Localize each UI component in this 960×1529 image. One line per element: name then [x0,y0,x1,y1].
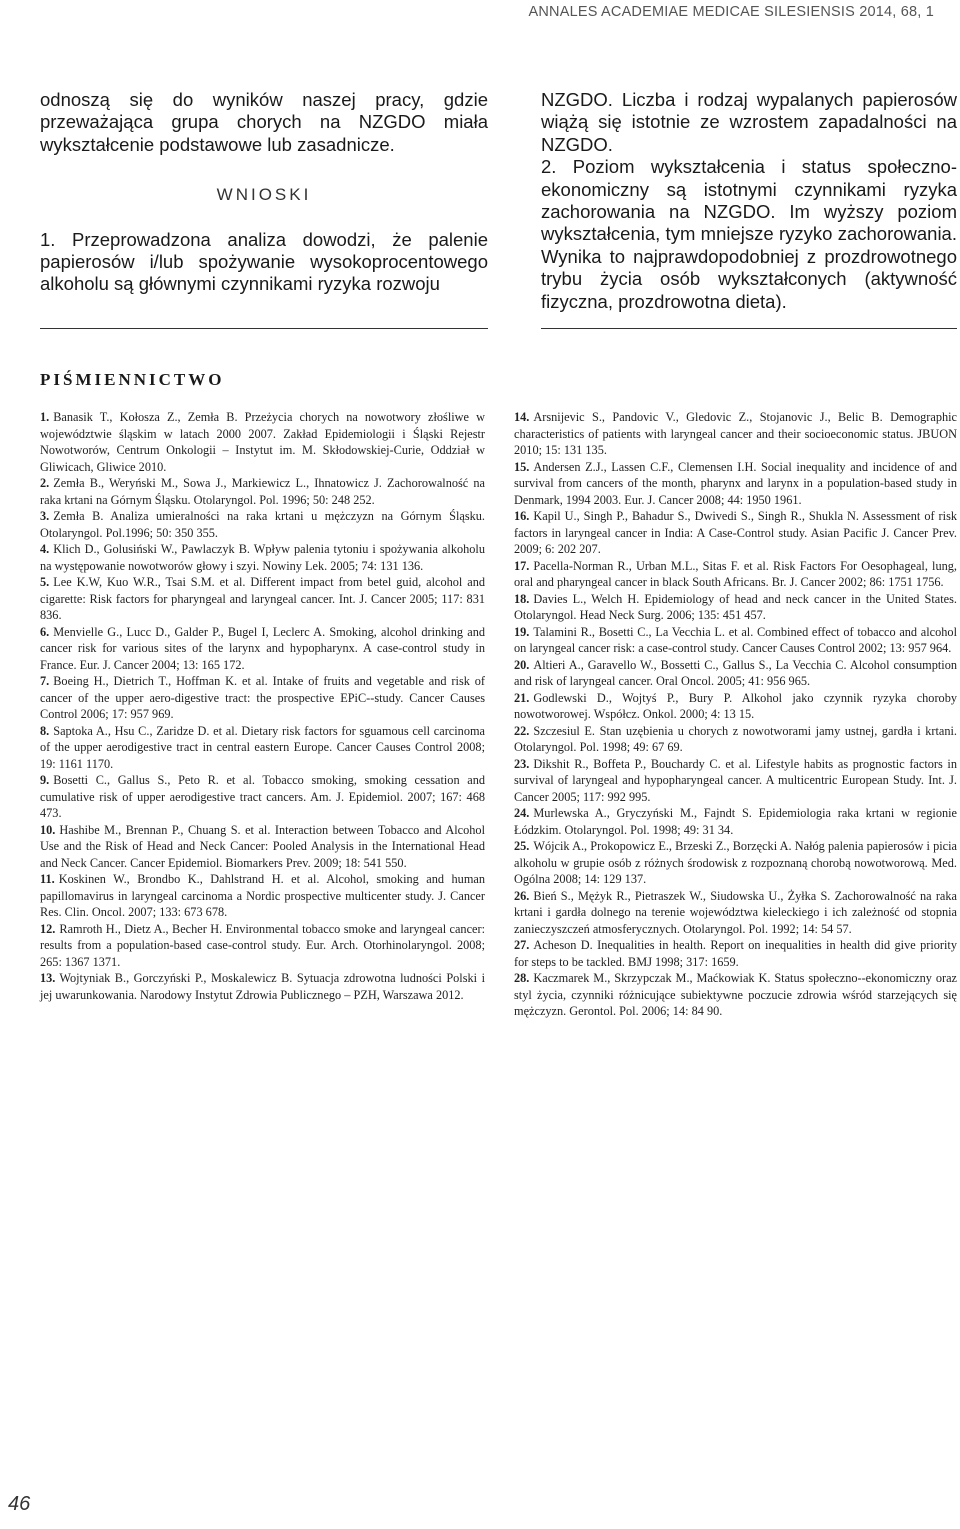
reference-text: Lee K.W, Kuo W.R., Tsai S.M. et al. Different impact from betel guid, alcohol and cigarette: Risk factors for pharyngeal and laryngeal cancer. Int. J. Cancer 2005; 117: 831 836. [40,575,485,622]
reference-item [514,937,957,970]
reference-number: 5. [40,575,50,589]
reference-item [514,838,957,888]
reference-text: Banasik T., Kołosza Z., Zemła B. Przeżycia chorych na nowotwory złośliwe w województwie śląskim w latach 2000 2007. Zakład Epidemiologii i Śląski Rejestr Nowotworów, Centrum Onkologii – Instytut im. M. Skłodowskiej-Curie, Oddział w Gliwicach, Gliwice 2010. [40,410,485,474]
reference-item [514,508,957,558]
reference-text: Talamini R., Bosetti C., La Vecchia L. et al. Combined effect of tobacco and alcohol on laryngeal cancer risk: a case-control study. Cancer Causes Control 2002; 13: 957 964. [514,624,957,655]
reference-number: 9. [40,773,50,787]
reference-number: 16. [514,509,530,523]
conclusions-title: WNIOSKI [216,185,312,205]
left-column [40,89,488,296]
reference-number: 17. [514,558,530,573]
reference-item [514,657,957,690]
reference-text: Altieri A., Garavello W., Bossetti C., Gallus S., La Vecchia C. Alcohol consumption and risk of laryngeal cancer. Oral Oncol. 2005; 41: 956 965. [514,657,957,688]
reference-number: 18. [514,591,530,606]
reference-number: 20. [514,657,530,672]
conclusion-2: 2. Poziom wykształcenia i status społeczno-ekonomiczny są istotnymi czynnikami ryzyka zachorowania na NZGDO. Im wyższy poziom wykształcenia, tym mniejsze ryzyko zachorowania. Wynika to najprawdopodobniej z prozdrowotnego trybu życia osób wykształconych (aktywność fizyczna, prozdrowotna dieta). [541,156,957,312]
conclusion-1-continued: NZGDO. Liczba i rodzaj wypalanych papierosów wiążą się istotnie ze wzrostem zapadalności na NZGDO. [541,89,957,155]
reference-number: 2. [40,476,50,490]
reference-text: Wójcik A., Prokopowicz E., Brzeski Z., Borzęcki A. Nałóg palenia papierosów i picia alkoholu w grupie osób z różnych środowisk z rozpoznaną chorobą nowotworową. Med. Ogólna 2008; 14: 129 137. [514,839,957,886]
reference-number: 12. [40,921,56,936]
reference-text: Davies L., Welch H. Epidemiology of head and neck cancer in the United States. Otolaryngol. Head Neck Surg. 2006; 135: 451 457. [514,591,957,622]
reference-item [514,690,957,723]
reference-text: Kapil U., Singh P., Bahadur S., Dwivedi S., Singh R., Shukla N. Assessment of risk factors in laryngeal cancer in India: A Case-Control study. Asian Pacific J. Cancer Prev. 2009; 6: 202 207. [514,509,957,556]
reference-item [514,805,957,838]
reference-number: 19. [514,624,530,639]
reference-item [40,673,485,723]
reference-number: 15. [514,459,530,474]
reference-text: Dikshit R., Boffeta P., Bouchardy C. et al. Lifestyle habits as prognostic factors in survival of laryngeal and hypopharyngeal cancer. A multicentric European Study. Int. J. Cancer 2005; 117: 992 995. [514,756,957,804]
reference-item [514,970,957,1020]
reference-item [514,591,957,624]
reference-number: 14. [514,410,530,424]
reference-text: Zemła B., Weryński M., Sowa J., Markiewicz L., Ihnatowicz J. Zachorowalność na raka krtani na Górnym Śląsku. Otolaryngol. Pol. 1996; 50: 248 252. [40,476,485,507]
reference-text: Boeing H., Dietrich T., Hoffman K. et al. Intake of fruits and vegetable and risk of cancer of the upper aero-digestive tract: the prospective EPiC--study. Cancer Causes Control 2006; 17: 957 969. [40,674,485,721]
reference-item [40,921,485,971]
reference-number: 28. [514,971,530,985]
reference-item [514,409,957,459]
reference-text: Szczesiul E. Stan uzębienia u chorych z nowotworami jamy ustnej, gardła i krtani. Otolaryngol. Pol. 1998; 49: 67 69. [514,723,957,754]
reference-text: Bosetti C., Gallus S., Peto R. et al. Tobacco smoking, smoking cessation and cumulative risk of upper aerodigestive tract cancers. Am. J. Epidemiol. 2007; 167: 468 473. [40,773,485,820]
references-left-column [40,409,485,1003]
reference-text: Hashibe M., Brennan P., Chuang S. et al. Interaction between Tobacco and Alcohol Use and the Risk of Head and Neck Cancer: Pooled Analysis in the International Head and Neck Cancer. Cancer Epidemiol. Biomarkers Prev. 2009; 18: 541 550. [40,822,485,870]
page-number: 46 [8,1493,31,1515]
reference-item [40,822,485,872]
reference-text: Godlewski D., Wojtyś P., Bury P. Alkohol jako czynnik ryzyka choroby nowotworowej. Współcz. Onkol. 2000; 4: 13 15. [514,690,957,721]
references-title: PIŚMIENNICTWO [40,370,225,389]
reference-text: Arsnijevic S., Pandovic V., Gledovic Z., Stojanovic J., Belic B. Demographic characteristics of patients with laryngeal cancer and their socioeconomic status. JBUON 2010; 15: 131 135. [514,410,957,457]
reference-text: Ramroth H., Dietz A., Becher H. Environmental tobacco smoke and laryngeal cancer: results from a population-based case-control study. Eur. Arch. Otorhinolaryngol. 2008; 265: 1367 1371. [40,921,485,969]
reference-number: 1. [40,410,50,424]
reference-item [40,723,485,773]
reference-text: Pacella-Norman R., Urban M.L., Sitas F. et al. Risk Factors For Oesophageal, lung, oral and pharyngeal cancer in black South Africans. Br. J. Cancer 2002; 86: 1751 1756. [514,558,957,589]
reference-item [40,541,485,574]
reference-number: 11. [40,872,55,886]
reference-item [40,508,485,541]
reference-item [40,409,485,475]
reference-number: 13. [40,971,56,985]
reference-text: Menvielle G., Lucc D., Galder P., Bugel I, Leclerc A. Smoking, alcohol drinking and cancer risk for various sites of the larynx and hypopharynx. A case-control study in France. Eur. J. Cancer 2004; 13: 165 172. [40,624,485,672]
reference-item [40,871,485,921]
reference-item [514,756,957,806]
reference-item [40,574,485,624]
right-column [541,89,957,313]
journal-header: ANNALES ACADEMIAE MEDICAE SILESIENSIS 2014, 68, 1 [528,4,934,20]
reference-number: 6. [40,624,50,639]
reference-number: 25. [514,839,530,853]
intro-paragraph: odnoszą się do wyników naszej pracy, gdzie przeważająca grupa chorych na NZGDO miała wykształcenie podstawowe lub zasadnicze. [40,89,488,155]
reference-number: 24. [514,806,530,820]
reference-text: Saptoka A., Hsu C., Zaridze D. et al. Dietary risk factors for sguamous cell carcinoma of the upper aerodigestive tract in central eastern Europe. Cancer Causes Control 2008; 19: 1161 1170. [40,723,485,771]
reference-number: 10. [40,822,56,837]
reference-text: Andersen Z.J., Lassen C.F., Clemensen I.H. Social inequality and incidence of and survival from cancers of the month, pharynx and larynx in a population-based study in Denmark, 1994 2003. Eur. J. Cancer 2008; 44: 1950 1961. [514,459,957,507]
reference-number: 21. [514,690,530,705]
reference-text: Bień S., Mężyk R., Pietraszek W., Siudowska U., Żyłka S. Zachorowalność na raka krtani i gardła dolnego na terenie województwa kieleckiego i ich zależność od stopnia zanieczyszczeń atmosferycznych. Otolaryngol. Pol. 1992; 14: 54 57. [514,888,957,936]
reference-number: 23. [514,756,530,771]
reference-number: 3. [40,509,50,523]
reference-text: Kaczmarek M., Skrzypczak M., Maćkowiak K. Status społeczno--ekonomiczny oraz styl życia, czynniki różnicujące subiektywne poczucie zdrowia wśród starzejących się mężczyzn. Gerontol. Pol. 2006; 14: 84 90. [514,971,957,1018]
reference-number: 27. [514,938,530,952]
reference-text: Zemła B. Analiza umieralności na raka krtani u mężczyzn na Górnym Śląsku. Otolaryngol. Pol.1996; 50: 350 355. [40,509,485,540]
reference-number: 26. [514,888,530,903]
references-right-column [514,409,957,1020]
reference-item [514,723,957,756]
reference-text: Klich D., Golusiński W., Pawlaczyk B. Wpływ palenia tytoniu i spożywania alkoholu na występowanie nowotworów głowy i szyi. Nowiny Lek. 2005; 74: 131 136. [40,542,485,573]
reference-number: 4. [40,542,50,556]
reference-item [514,558,957,591]
reference-item [514,624,957,657]
reference-number: 7. [40,674,50,688]
reference-item [514,888,957,938]
reference-item [40,772,485,822]
reference-item [40,624,485,674]
reference-number: 8. [40,723,50,738]
reference-text: Wojtyniak B., Gorczyński P., Moskalewicz B. Sytuacja zdrowotna ludności Polski i jej uwarunkowania. Narodowy Instytut Zdrowia Publicznego – PZH, Warszawa 2012. [40,971,485,1002]
reference-text: Murlewska A., Gryczyński M., Fajndt S. Epidemiologia raka krtani w regionie Łódzkim. Otolaryngol. Pol. 1998; 49: 31 34. [514,806,957,837]
reference-item [40,970,485,1003]
reference-number: 22. [514,723,530,738]
reference-text: Koskinen W., Brondbo K., Dahlstrand H. et al. Alcohol, smoking and human papillomavirus in laryngeal carcinoma a Nordic prospective multicenter study. J. Cancer Res. Clin. Oncol. 2007; 133: 673 678. [40,872,485,919]
conclusion-1: 1. Przeprowadzona analiza dowodzi, że palenie papierosów i/lub spożywanie wysokoprocentowego alkoholu są głównymi czynnikami ryzyka rozwoju [40,228,488,295]
divider-left [40,328,488,329]
divider-right [541,328,957,329]
reference-text: Acheson D. Inequalities in health. Report on inequalities in health did give priority for steps to be tackled. BMJ 1998; 317: 1659. [514,938,957,969]
reference-item [514,459,957,509]
reference-item [40,475,485,508]
